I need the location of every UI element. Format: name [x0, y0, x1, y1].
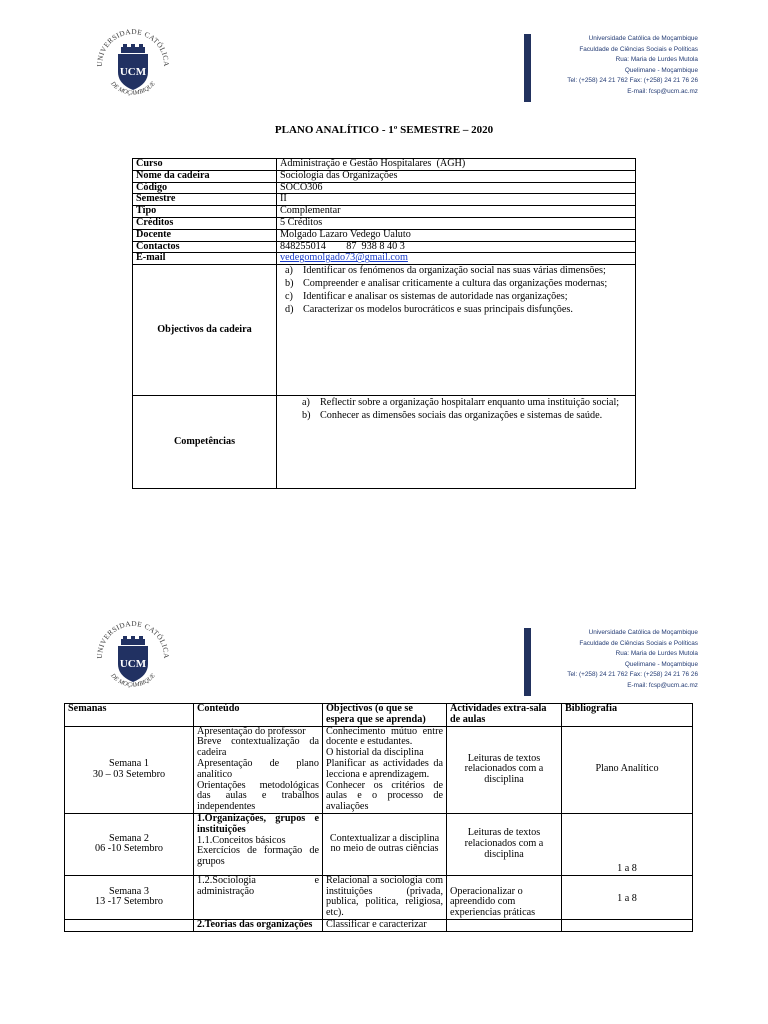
week-cell [65, 875, 194, 919]
list-marker: c) [285, 290, 293, 302]
header-bar [524, 628, 531, 696]
list-marker: a) [285, 265, 293, 277]
activities-cell: Operacionalizar o apreendido com experiencias práticas [447, 875, 562, 919]
content-cell [194, 813, 323, 875]
info-row [133, 217, 636, 229]
address-line: Faculdade de Ciências Sociais e Políticas [579, 45, 698, 53]
objectives-list [280, 266, 632, 315]
course-info-table [132, 158, 636, 489]
week-cell [65, 813, 194, 875]
list-text: Compreender e analisar criticamente a cultura das organizações modernas; [303, 277, 608, 289]
bibliography-cell: Plano Analítico [562, 726, 693, 813]
objective-line: O historial da disciplina [326, 747, 424, 759]
ucm-logo [92, 24, 174, 106]
list-item [280, 266, 632, 277]
email-link[interactable]: vedegomolgado73@gmail.com [280, 252, 408, 264]
content-cell [194, 919, 323, 931]
info-value: Complementar [277, 206, 636, 218]
list-text: Identificar e analisar os sistemas de autoridade nas organizações; [303, 290, 568, 302]
logo-text-top: UNIVERSIDADE CATÓLICA [94, 26, 172, 67]
content-title: 2.Teorias das organizações [197, 918, 313, 930]
address-line: E-mail: fcsp@ucm.ac.mz [627, 681, 698, 689]
address-line: Tel: (+258) 24 21 762 Fax: (+258) 24 21 76 26 [567, 671, 698, 679]
list-text: Reflectir sobre a organização hospitalarr enquanto uma instituição social; [320, 397, 620, 409]
column-header: Semanas [65, 704, 194, 727]
competencies-list [297, 398, 629, 422]
competencies-label: Competências [133, 396, 277, 489]
address-line: Quelimane - Moçambique [624, 66, 698, 74]
info-row [133, 159, 636, 171]
column-header: Conteúdo [194, 704, 323, 727]
content-line: Breve contextualização da cadeira [197, 736, 319, 759]
info-key: Docente [133, 229, 277, 241]
list-item [280, 292, 632, 303]
info-key: Créditos [133, 217, 277, 229]
list-item [297, 411, 629, 422]
table-row [65, 813, 693, 875]
address-line: Faculdade de Ciências Sociais e Políticas [579, 639, 698, 647]
table-row [65, 875, 693, 919]
address-line: E-mail: fcsp@ucm.ac.mz [627, 87, 698, 95]
header-bar [524, 34, 531, 102]
list-marker: b) [302, 409, 311, 421]
info-key: Código [133, 182, 277, 194]
content-line: Exercícios de formação de grupos [197, 845, 319, 868]
info-value: Administração e Gestão Hospitalares (AGH) [277, 159, 636, 171]
objectives-label: Objectivos da cadeira [133, 265, 277, 396]
objective-line: Conhecer os critérios de aulas e o processo de avaliações [326, 779, 443, 813]
week-cell [65, 726, 194, 813]
weekly-plan-table [64, 703, 693, 932]
institution-address [567, 628, 698, 692]
info-value: SOCO306 [277, 182, 636, 194]
activities-cell: Leituras de textos relacionados com a disciplina [447, 813, 562, 875]
bibliography-cell: 1 a 8 [562, 813, 693, 875]
info-key: Contactos [133, 241, 277, 253]
info-row [133, 194, 636, 206]
list-item [280, 279, 632, 290]
address-line: Universidade Católica de Moçambique [588, 629, 698, 636]
objectives-cell [323, 919, 447, 931]
week-cell [65, 919, 194, 931]
objectives-cell [323, 875, 447, 919]
logo-text-top: UNIVERSIDADE CATÓLICA [94, 618, 172, 659]
list-marker: d) [285, 303, 294, 315]
address-line: Tel: (+258) 24 21 762 Fax: (+258) 24 21 76 26 [567, 77, 698, 85]
logo-monogram: UCM [119, 66, 147, 78]
activities-cell: Leituras de textos relacionados com a disciplina [447, 726, 562, 813]
column-header: Objectivos (o que se espera que se aprenda) [323, 704, 447, 727]
plan-header-row [65, 704, 693, 727]
logo-monogram: UCM [119, 658, 147, 670]
info-key: Tipo [133, 206, 277, 218]
institution-address [567, 34, 698, 98]
address-line: Rua: Maria de Lurdes Mutola [615, 650, 698, 658]
address-line: Universidade Católica de Moçambique [588, 35, 698, 42]
list-item [297, 398, 629, 409]
info-value: Sociologia das Organizações [277, 170, 636, 182]
info-key: Nome da cadeira [133, 170, 277, 182]
objectives-cell [323, 813, 447, 875]
address-line: Rua: Maria de Lurdes Mutola [615, 56, 698, 64]
content-line: 1.2.Sociologia e administração [197, 874, 319, 897]
info-key: Semestre [133, 194, 277, 206]
address-line: Quelimane - Moçambique [624, 660, 698, 668]
list-text: Identificar os fenómenos da organização social nas suas várias dimensões; [303, 265, 606, 277]
list-marker: b) [285, 277, 294, 289]
document-title: PLANO ANALÍTICO - 1º SEMESTRE – 2020 [274, 124, 494, 136]
info-row [133, 241, 636, 253]
competencies-row [133, 396, 636, 489]
week-dates: 30 – 03 Setembro [92, 768, 166, 780]
objectives-cell [323, 726, 447, 813]
info-row [133, 229, 636, 241]
table-row [65, 726, 693, 813]
page-2 [0, 600, 768, 1024]
objective-line: Conhecimento mútuo entre docente e estudantes. [326, 725, 443, 748]
objective-line: Relacional a sociologia com instituições (privada, publica, politica, religiosa, etc). [326, 874, 443, 919]
list-text: Conhecer as dimensões sociais das organizações e sistemas de saúde. [320, 409, 603, 421]
info-value: 5 Créditos [277, 217, 636, 229]
logo-text-bottom: DE MOÇAMBIQUE [109, 672, 157, 689]
logo-text-bottom: DE MOÇAMBIQUE [109, 80, 157, 97]
info-key: Curso [133, 159, 277, 171]
content-line: Apresentação de plano analítico [197, 757, 319, 780]
bibliography-cell: 1 a 8 [562, 875, 693, 919]
activities-cell [447, 919, 562, 931]
info-key: E-mail [133, 253, 277, 265]
week-label: Semana 2 [109, 832, 149, 844]
info-row [133, 170, 636, 182]
week-dates: 06 -10 Setembro [95, 843, 163, 855]
week-dates: 13 -17 Setembro [95, 896, 163, 908]
objective-line: Classificar e caracterizar [326, 918, 427, 930]
ucm-logo [92, 616, 174, 698]
content-title: 1.Organizações, grupos e instituições [197, 812, 319, 835]
info-row [133, 182, 636, 194]
info-value: 848255014 87 938 8 40 3 [277, 241, 636, 253]
info-row [133, 206, 636, 218]
content-line: Orientações metodológicas das aulas e trabalhos independentes [197, 779, 319, 813]
content-cell [194, 726, 323, 813]
list-marker: a) [302, 397, 310, 409]
bibliography-cell [562, 919, 693, 931]
email-row [133, 253, 636, 265]
week-label: Semana 1 [109, 757, 149, 769]
info-value: II [277, 194, 636, 206]
column-header: Actividades extra-sala de aulas [447, 704, 562, 727]
list-item [280, 305, 632, 316]
objective-line: Planificar as actividades da lecciona e aprendizagem. [326, 757, 443, 780]
week-label: Semana 3 [109, 885, 149, 897]
column-header: Bibliografia [562, 704, 693, 727]
content-cell [194, 875, 323, 919]
info-value: Molgado Lazaro Vedego Ualuto [277, 229, 636, 241]
table-row [65, 919, 693, 931]
objectives-row [133, 265, 636, 396]
list-text: Caracterizar os modelos burocráticos e suas principais disfunções. [303, 303, 573, 315]
content-line: 1.1.Conceitos básicos [197, 834, 286, 846]
content-line: Apresentação do professor [197, 725, 306, 737]
objective-line: Contextualizar a disciplina no meio de outras ciências [329, 832, 440, 855]
